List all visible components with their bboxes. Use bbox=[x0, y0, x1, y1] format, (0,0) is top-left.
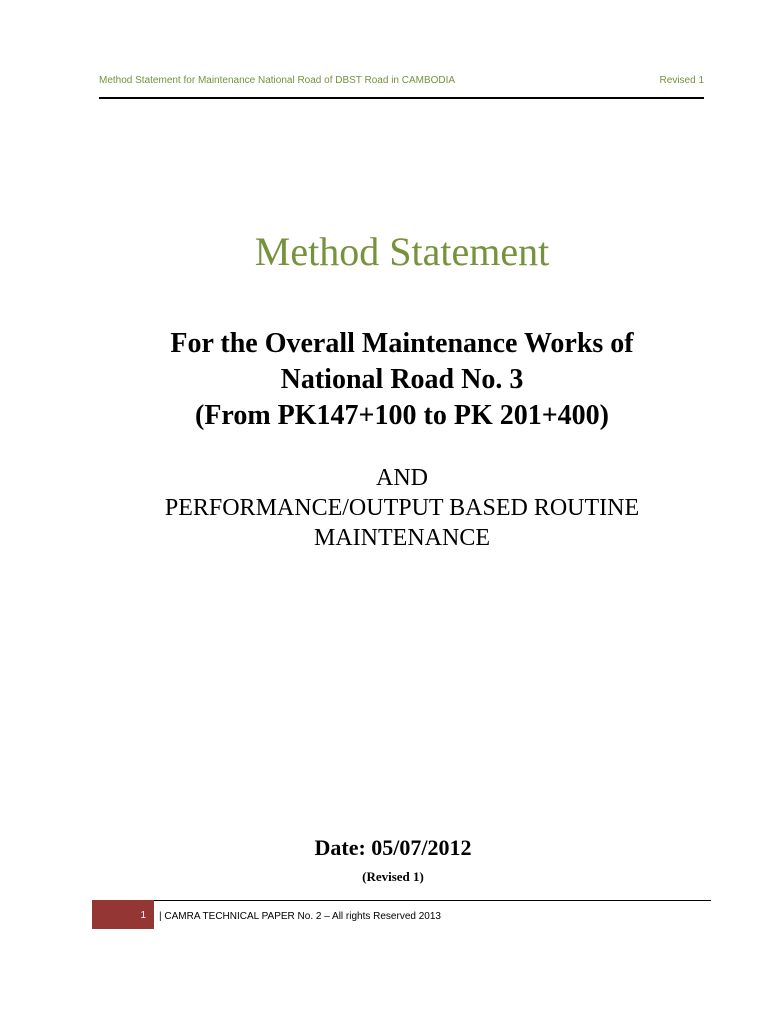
secondary-title bbox=[0, 463, 768, 553]
document-date: Date: 05/07/2012 bbox=[314, 835, 472, 860]
running-header-title: Method Statement for Maintenance National Road of DBST Road in CAMBODIA bbox=[99, 75, 456, 86]
revision-note: (Revised 1) bbox=[362, 869, 424, 884]
document-title: Method Statement bbox=[254, 229, 550, 274]
running-header-revision: Revised 1 bbox=[659, 75, 704, 86]
subtitle-line-2: National Road No. 3 bbox=[280, 364, 524, 395]
header-divider bbox=[99, 97, 704, 99]
secondary-title-line-3: MAINTENANCE bbox=[314, 525, 490, 551]
secondary-title-line-2: PERFORMANCE/OUTPUT BASED ROUTINE bbox=[164, 495, 640, 521]
document-subtitle bbox=[0, 326, 768, 434]
secondary-title-line-1: AND bbox=[376, 465, 428, 491]
page-number: 1 bbox=[140, 910, 146, 921]
subtitle-line-1: For the Overall Maintenance Works of bbox=[170, 328, 634, 359]
footer-copyright: | CAMRA TECHNICAL PAPER No. 2 – All rights Reserved 2013 bbox=[159, 911, 441, 922]
footer-divider bbox=[154, 900, 711, 901]
subtitle-line-3: (From PK147+100 to PK 201+400) bbox=[195, 400, 609, 431]
footer-page-box bbox=[92, 900, 154, 929]
